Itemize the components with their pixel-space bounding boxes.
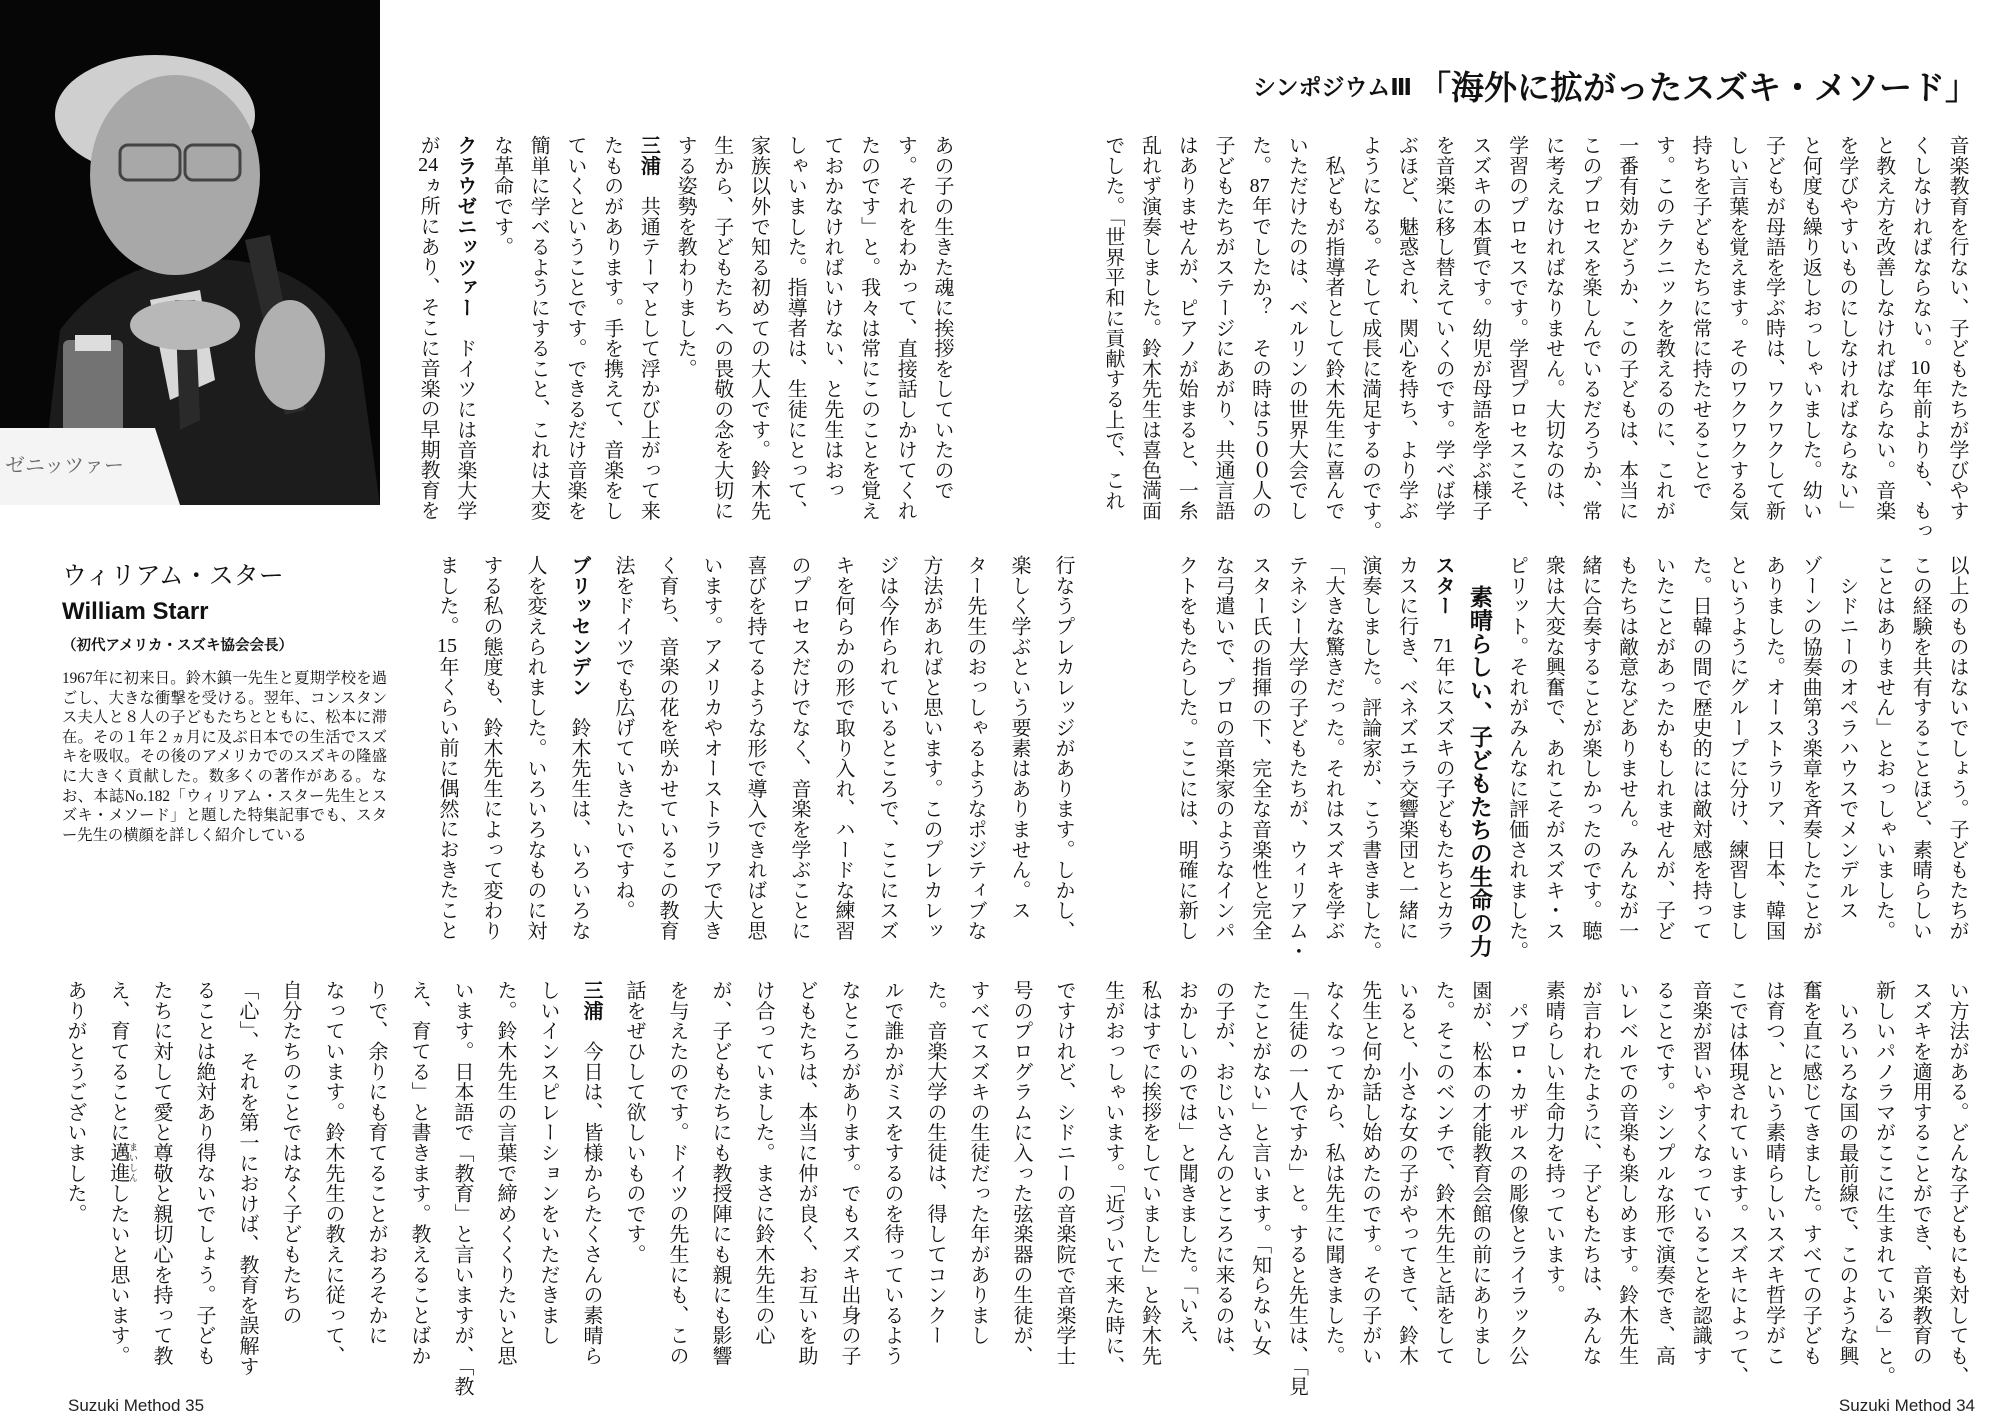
text-column: ることは絶対あり得ないでしょう。子ども xyxy=(193,980,215,1366)
text-column: このプロセスを楽しんでいるだろうか、常 xyxy=(1578,135,1601,521)
series-label: シンポジウムⅢ xyxy=(1253,74,1412,100)
text-column: 音楽教育を行ない、子どもたちが学びやす xyxy=(1946,135,1968,521)
text-column: 生から、子どもたちへの畏敬の念を大切に xyxy=(710,135,733,521)
text-column: 演奏しました。評論家が、こう書きました。 xyxy=(1358,555,1381,961)
text-column: す。このテクニックを教えるのに、これが xyxy=(1652,135,1675,521)
section-heading: 素晴らしい、子どもたちの生命の力 xyxy=(1466,585,1493,958)
text-column: する私の態度も、鈴木先生によって変わり xyxy=(480,555,502,941)
placard-text: ゼニッツァー xyxy=(5,455,124,477)
text-column: ぶほど、魅惑され、関心を持ち、より学ぶ xyxy=(1395,135,1418,521)
text-column: が24ヵ所にあり、そこに音楽の早期教育を xyxy=(417,135,440,521)
text-column: 生がおっしゃいます。「近づいて来た時に、 xyxy=(1101,980,1124,1376)
text-column: しいインスピレーションをいただきまし xyxy=(537,980,559,1346)
text-column: 持ちを子どもたちに常に持たせることで xyxy=(1689,135,1712,501)
text-column: クラウゼニッツァー ドイツには音楽大学 xyxy=(453,135,476,521)
text-column: 三浦 共通テーマとして浮かび上がって来 xyxy=(637,135,660,521)
speaker-name: スター xyxy=(1432,555,1455,616)
text-column: 園が、松本の才能教育会館の前にありまし xyxy=(1468,980,1491,1366)
text-column: ておかなければいけない、と先生はおっ xyxy=(820,135,843,501)
text-column: いたことがあったかもしれませんが、子ど xyxy=(1652,555,1675,941)
text-column: ゾーンの協奏曲第３楽章を斉奏したことが xyxy=(1799,555,1822,941)
text-column: 一番有効かどうか、この子どもは、本当に xyxy=(1615,135,1638,521)
text-column: な革命です。 xyxy=(490,135,513,257)
text-column: シドニーのオペラハウスでメンデルス xyxy=(1835,555,1858,921)
ruby-word: 邁進 まいしん xyxy=(107,1142,138,1184)
speaker-photo xyxy=(0,0,380,505)
body-text-left-bottom xyxy=(53,980,1085,1397)
text-column: というようにグループに分け、練習しまし xyxy=(1725,555,1748,941)
upright-number: 87 xyxy=(1249,175,1270,196)
text-column: クトをもたらした。ここには、明確に新し xyxy=(1175,555,1198,941)
text-column: います。日本語で「教育」と言いますが、「教 xyxy=(451,980,473,1397)
text-column: たちに対して愛と尊敬と親切心を持って教 xyxy=(150,980,172,1366)
text-column: を与えたのです。ドイツの先生にも、この xyxy=(666,980,688,1366)
text-column: 方法があればと思います。このプレカレッ xyxy=(920,555,942,941)
text-column: た。そこのベンチで、鈴木先生と話をして xyxy=(1432,980,1455,1366)
text-column: いると、小さな女の子がやってきて、鈴木 xyxy=(1395,980,1418,1366)
text-column: た。日韓の間で歴史的には敵対感を持って xyxy=(1689,555,1712,941)
text-column: 素晴らしい生命力を持っています。 xyxy=(1542,980,1565,1305)
text-column: スター 71年にスズキの子どもたちとカラ xyxy=(1432,555,1455,941)
text-column: いろいろな国の最前線で、このような興 xyxy=(1835,980,1858,1366)
text-column: スズキを適用することができ、音楽教育の xyxy=(1909,980,1932,1366)
text-column: しゃいました。指導者は、生徒にとって、 xyxy=(784,135,807,521)
upright-number: 10 xyxy=(1910,358,1931,379)
text-column: 三浦 今日は、皆様からたくさんの素晴ら xyxy=(580,980,602,1366)
text-column: 「生徒の一人ですか」と。すると先生は、「見 xyxy=(1285,980,1308,1397)
text-column: と何度も繰り返しおっしゃいました。幼い xyxy=(1799,135,1822,521)
text-column: あの子の生きた魂に挨拶をしていたので xyxy=(931,135,953,501)
text-column: ことはありません」とおっしゃいました。 xyxy=(1872,555,1895,941)
text-column: 自分たちのことではなく子どもたちの xyxy=(279,980,301,1326)
text-column: い方法がある。どんな子どもにも対しても、 xyxy=(1946,980,1968,1386)
text-column: ター先生のおっしゃるようなポジティブな xyxy=(964,555,986,941)
text-column: 先生と何か話し始めたのです。その子がい xyxy=(1358,980,1381,1366)
text-column: くしなければならない。10年前よりも、もっ xyxy=(1909,135,1932,541)
text-column: りで、余りにも育てることがおろそかに xyxy=(365,980,387,1346)
text-column: 簡単に学べるようにすること、これは大変 xyxy=(527,135,550,521)
upright-number: 24 xyxy=(418,155,439,176)
profile-body: 1967年に初来日。鈴木鎮一先生と夏期学校を過ごし、大きな衝撃を受ける。翌年、コンスタンス夫人と８人の子どもたちとともに、松本に滞在。その１年２ヵ月に及ぶ日本での生活でスズキを吸収。その後のアメリカでのスズキの隆盛に大きく貢献した。数多くの著作がある。なお、本誌No.182「ウィリアム・スター先生とスズキ・メソード」と題した特集記事でも、スター先生の横顔を詳しく紹介している xyxy=(62,670,387,844)
article-title xyxy=(1253,62,1978,109)
text-column: 子どもが母語を学ぶ時は、ワクワクして新 xyxy=(1762,135,1785,521)
text-column: ピリット。それがみんなに評価されました。 xyxy=(1505,555,1528,961)
body-text-right-top xyxy=(1094,135,1975,541)
upright-number: 71 xyxy=(1433,636,1454,657)
text-column: く育ち、音楽の花を咲かせているこの教育 xyxy=(656,555,678,941)
text-column: と教え方を改善しなければならない。音楽 xyxy=(1872,135,1895,521)
text-column: が、子どもたちにも教授陣にも親にも影響 xyxy=(709,980,731,1366)
text-column: スズキの本質です。幼児が母語を学ぶ様子 xyxy=(1468,135,1491,521)
text-column: 衆は大変な興奮で、あれこそがスズキ・ス xyxy=(1542,555,1565,941)
page-number-right: Suzuki Method 34 xyxy=(1838,1396,1975,1415)
text-column: パブロ・カザルスの彫像とライラック公 xyxy=(1505,980,1528,1366)
text-column: どもたちは、本当に仲が良く、お互いを助 xyxy=(795,980,817,1366)
text-column: け合っていました。まさに鈴木先生の心 xyxy=(752,980,774,1346)
text-column: 家族以外で知る初めての大人です。鈴木先 xyxy=(747,135,770,521)
speaker-name: 三浦 xyxy=(580,980,602,1021)
text-column: テネシー大学の子どもたちが、ウィリアム・ xyxy=(1285,555,1308,961)
text-column: 喜びを持てるような形で導入できればと思 xyxy=(744,555,766,941)
text-column: ました。15年くらい前に偶然におきたこと xyxy=(436,555,458,941)
text-column: なところがあります。でもスズキ出身の子 xyxy=(838,980,860,1366)
text-column: ありました。オーストラリア、日本、韓国 xyxy=(1762,555,1785,941)
text-column: 奮を直に感じてきました。すべての子ども xyxy=(1799,980,1822,1366)
text-column: のプロセスだけでなく、音楽を学ぶことに xyxy=(788,555,810,941)
text-column: た。音楽大学の生徒は、得してコンクー xyxy=(924,980,946,1346)
text-column: おかしいのでは」と聞きました。「いえ、 xyxy=(1175,980,1198,1356)
speaker-profile xyxy=(62,556,387,845)
speaker-name: 三浦 xyxy=(637,135,660,176)
speaker-name: ブリッセンデン xyxy=(568,555,590,698)
text-column: この経験を共有することほど、素晴らしい xyxy=(1909,555,1932,941)
text-column: ルで誰かがミスをするのを待っているよう xyxy=(881,980,903,1366)
text-column: 話をぜひして欲しいものです。 xyxy=(623,980,645,1265)
text-column: 人を変えられました。いろいろなものに対 xyxy=(524,555,546,941)
text-column: はありませんが、ピアノが始まると、一糸 xyxy=(1175,135,1198,521)
text-column: キを何らかの形で取り入れ、ハードな練習 xyxy=(832,555,854,941)
text-column: は育つ、という素晴らしいスズキ哲学がこ xyxy=(1762,980,1785,1366)
text-column: が言われたように、子どもたちは、みんな xyxy=(1578,980,1601,1366)
text-column: 法をドイツでも広げていきたいですね。 xyxy=(612,555,634,921)
text-column: え、育てることに邁進 まいしんしたいと思います。 xyxy=(107,980,138,1366)
text-column: 私どもが指導者として鈴木先生に喜んで xyxy=(1322,135,1345,521)
text-column: ようになる。そして成長に満足するのです。 xyxy=(1358,135,1381,541)
text-column: なっています。鈴木先生の教えに従って、 xyxy=(322,980,344,1366)
text-column: たものがあります。手を携えて、音楽をし xyxy=(600,135,623,521)
text-column: 行なうプレカレッジがあります。しかし、 xyxy=(1052,555,1074,941)
text-column: スター氏の指揮の下、完全な音楽性と完全 xyxy=(1248,555,1271,941)
text-column: 以上のものはないでしょう。子どもたちが xyxy=(1946,555,1968,941)
profile-name-ja: ウィリアム・スター xyxy=(62,562,284,590)
text-column: でした。「世界平和に貢献する上で、これ xyxy=(1101,135,1124,511)
text-column: いただけたのは、ベルリンの世界大会でし xyxy=(1285,135,1308,521)
text-column: こでは体現されています。スズキによって、 xyxy=(1725,980,1748,1386)
text-column: ることです。シンプルな形で演奏でき、高 xyxy=(1652,980,1675,1366)
text-column: た。87年でしたか？ その時は５００人の xyxy=(1248,135,1271,521)
text-column: なくなってから、私は先生に聞きました。 xyxy=(1322,980,1345,1366)
text-column: ていくということです。できるだけ音楽を xyxy=(563,135,586,521)
text-column: 音楽が習いやすくなっていることを認識す xyxy=(1689,980,1712,1366)
text-column: いレベルでの音楽も楽しめます。鈴木先生 xyxy=(1615,980,1638,1366)
text-column: 子どもたちがステージにあがり、共通言語 xyxy=(1211,135,1234,521)
text-column: 学習のプロセスです。学習プロセスこそ、 xyxy=(1505,135,1528,521)
text-column: います。アメリカやオーストラリアで大き xyxy=(700,555,722,941)
text-column: たことがない」と言います。「知らない女 xyxy=(1248,980,1271,1356)
text-column: ジは今作られているところで、ここにスズ xyxy=(876,555,898,941)
text-column: 乱れず演奏しました。鈴木先生は喜色満面 xyxy=(1138,135,1161,521)
title-main: 「海外に拡がったスズキ・メソード」 xyxy=(1417,69,1978,106)
speaker-name: クラウゼニッツァー xyxy=(453,135,476,318)
text-column: 「心」、それを第一におけば、教育を誤解す xyxy=(236,980,258,1376)
text-column: すべてスズキの生徒だった年がありまし xyxy=(967,980,989,1346)
text-column: ブリッセンデン 鈴木先生は、いろいろな xyxy=(568,555,590,941)
text-column: の子が、おじいさんのところに来るのは、 xyxy=(1211,980,1234,1366)
text-column: たのです」と。我々は常にこのことを覚え xyxy=(857,135,880,521)
body-text-left-top xyxy=(409,135,960,535)
body-text-left-middle xyxy=(425,555,1085,955)
text-column: た。鈴木先生の言葉で締めくくりたいと思 xyxy=(494,980,516,1366)
text-column: 楽しく学ぶという要素はありません。ス xyxy=(1008,555,1030,921)
text-column: ですけれど、シドニーの音楽院で音楽学士 xyxy=(1053,980,1075,1366)
text-column: に考えなければなりません。大切なのは、 xyxy=(1542,135,1565,521)
text-column: す。それをわかって、直接話しかけてくれ xyxy=(894,135,917,521)
upright-number: 15 xyxy=(437,636,457,657)
text-column: 新しいパノラマがここに生まれている」と。 xyxy=(1872,980,1895,1386)
page-number-left: Suzuki Method 35 xyxy=(68,1396,205,1415)
text-column: 号のプログラムに入った弦楽器の生徒が、 xyxy=(1010,980,1032,1366)
profile-name-en: William Starr xyxy=(62,598,209,625)
text-column: を音楽に移し替えていくのです。学べば学 xyxy=(1432,135,1455,521)
text-column: しい言葉を覚えます。そのワクワクする気 xyxy=(1725,135,1748,521)
text-column: 緒に合奏することが楽しかったのです。聴 xyxy=(1578,555,1601,941)
text-column: 「大きな驚きだった。それはスズキを学ぶ xyxy=(1322,555,1345,941)
text-column: な弓遣いで、プロの音楽家のようなインパ xyxy=(1211,555,1234,941)
text-column: を学びやすいものにしなければならない」 xyxy=(1835,135,1858,521)
photo-illustration xyxy=(0,0,380,505)
text-column: もたちは敵意などありません。みんなが一 xyxy=(1615,555,1638,941)
body-text-right-bottom xyxy=(1094,980,1975,1397)
text-column: 私はすでに挨拶をしていました」と鈴木先 xyxy=(1138,980,1161,1366)
text-column: ありがとうございました。 xyxy=(64,980,86,1224)
text-column: カスに行き、ベネズエラ交響楽団と一緒に xyxy=(1395,555,1418,941)
profile-role: （初代アメリカ・スズキ協会会長） xyxy=(62,638,293,654)
body-text-right-middle xyxy=(1168,555,1975,961)
text-column: え、育てる」と書きます。教えることばか xyxy=(408,980,430,1366)
text-column: する姿勢を教わりました。 xyxy=(674,135,697,379)
